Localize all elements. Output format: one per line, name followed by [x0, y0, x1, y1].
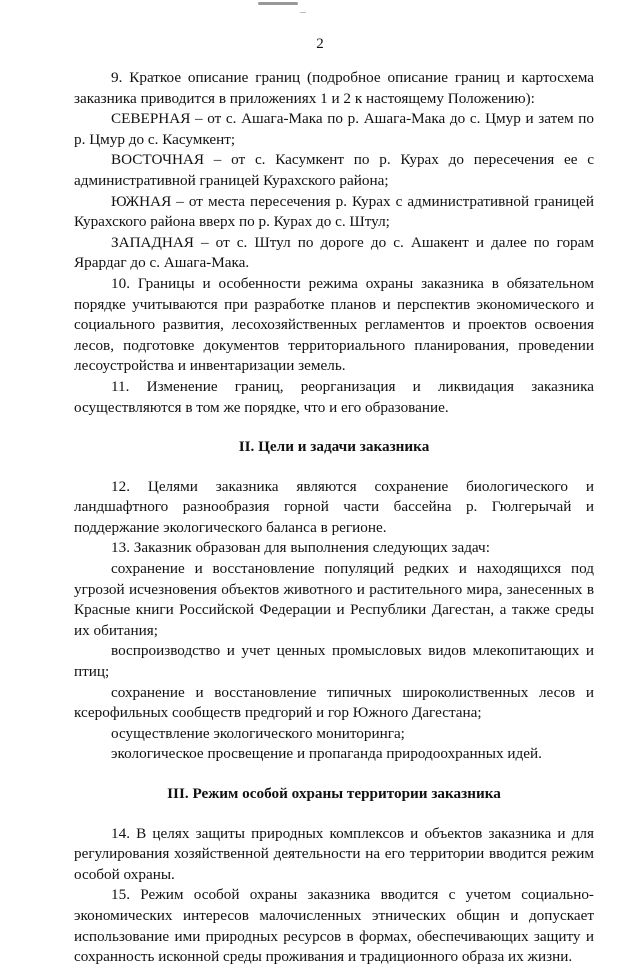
border-south: ЮЖНАЯ – от места пересечения р. Курах с административной границей Курахского района вверх по р. Курах до с. Штул; — [74, 192, 594, 231]
paragraph-11: 11. Изменение границ, реорганизация и ликвидация заказника осуществляются в том же порядке, что и его образование. — [74, 377, 594, 416]
paragraph-14: 14. В целях защиты природных комплексов и объектов заказника и для регулирования хозяйственной деятельности на его территории вводится режим особой охраны. — [74, 824, 594, 883]
task-item: сохранение и восстановление популяций редких и находящихся под угрозой исчезновения объектов животного и растительного мира, занесенных в Красные книги Российской Федерации и Республики Дагестан, а также среды их обитания; — [74, 560, 594, 639]
paragraph-9: 9. Краткое описание границ (подробное описание границ и картосхема заказника приводится в приложениях 1 и 2 к настоящему Положению): — [74, 69, 594, 107]
task-item: осуществление экологического мониторинга; — [111, 724, 405, 742]
section-heading-2: II. Цели и задачи заказника — [238, 438, 430, 456]
border-north: СЕВЕРНАЯ – от с. Ашага-Мака по р. Ашага-Мака до с. Цмур и затем по р. Цмур до с. Касумкент; — [74, 110, 594, 148]
paragraph-15: 15. Режим особой охраны заказника вводится с учетом социально-экономических интересов малочисленных этнических общин и допускает использование ими природных ресурсов в формах, обеспечивающих защиту и сохранность исконной среды проживания и традиционного образа их жизни. — [74, 886, 594, 966]
task-item: экологическое просвещение и пропаганда природоохранных идей. — [111, 745, 542, 763]
document-body — [74, 68, 594, 968]
border-west: ЗАПАДНАЯ – от с. Штул по дороге до с. Ашакент и далее по горам Ярардаг до с. Ашага-Мака. — [74, 233, 594, 272]
paragraph-12: 12. Целями заказника являются сохранение биологического и ландшафтного разнообразия горной части бассейна р. Гюлгерычай и поддержание экологического баланса в регионе. — [74, 477, 594, 536]
task-item: сохранение и восстановление типичных широколиственных лесов и ксерофильных сообществ предгорий и гор Южного Дагестана; — [74, 683, 594, 722]
paragraph-13: 13. Заказник образован для выполнения следующих задач: — [111, 539, 490, 557]
section-heading-3: III. Режим особой охраны территории заказника — [167, 785, 501, 802]
border-east: ВОСТОЧНАЯ – от с. Касумкент по р. Курах до пересечения ее с административной границей Курахского района; — [74, 151, 594, 189]
paragraph-10: 10. Границы и особенности режима охраны заказника в обязательном порядке учитываются при разработке планов и перспектив экономического и социального развития, лесохозяйственных регламентов и проектов освоения лесов, подготовке документов территориального планирования, проведении лесоустройства и инвентаризации земель. — [74, 274, 594, 375]
scan-artifact — [258, 2, 298, 5]
scan-artifact — [300, 12, 306, 13]
task-item: воспроизводство и учет ценных промысловых видов млекопитающих и птиц; — [74, 642, 594, 681]
page-number: 2 — [316, 36, 324, 52]
